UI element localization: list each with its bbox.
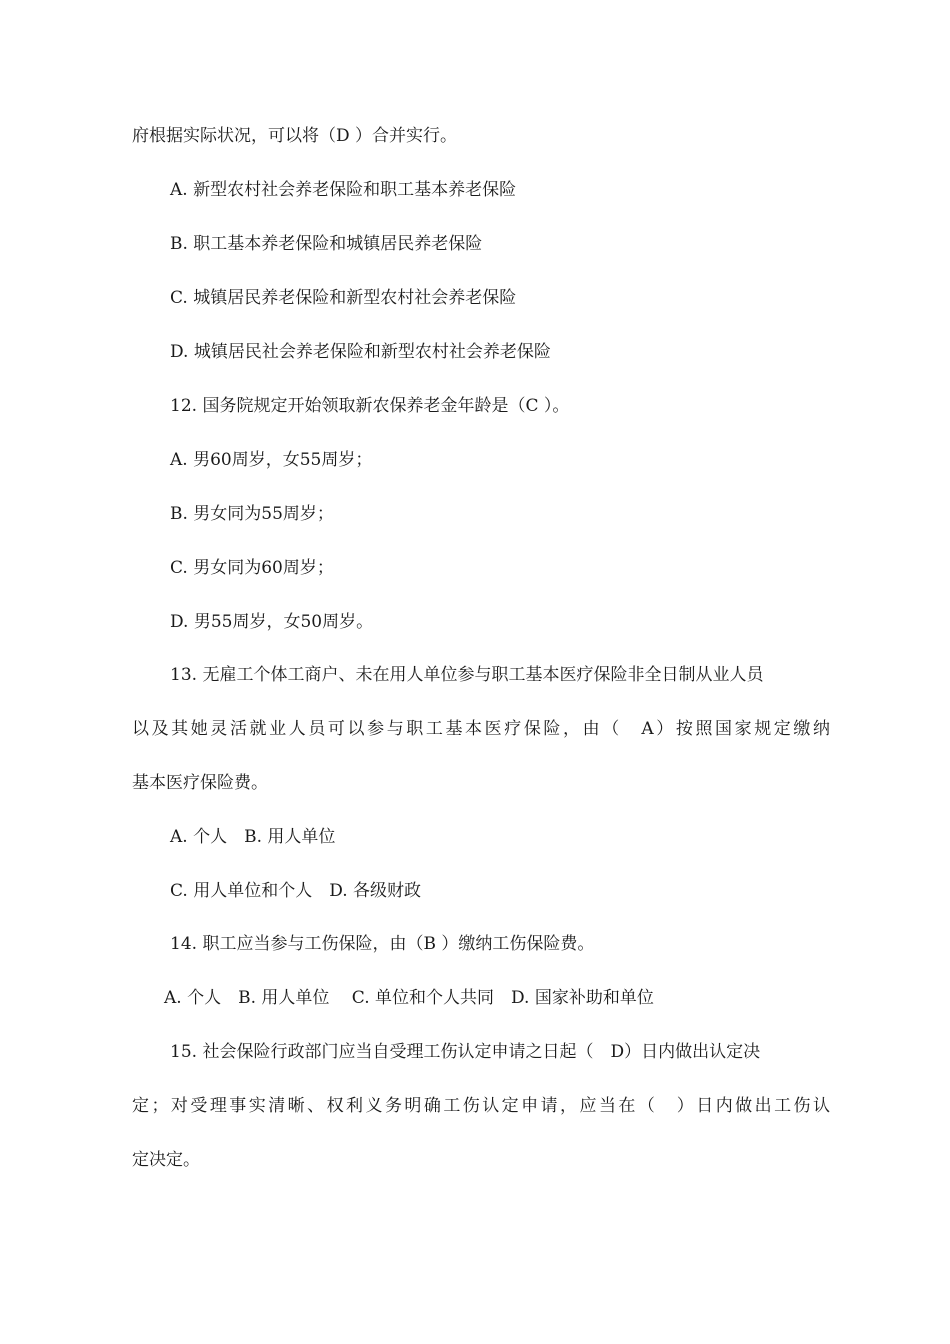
question-13-line-3: 基本医疗保险费。	[132, 773, 268, 793]
option-b: B. 男女同为55周岁；	[170, 504, 334, 524]
question-13-line-1: 13. 无雇工个体工商户、未在用人单位参与职工基本医疗保险非全日制从业人员	[170, 665, 764, 685]
option-d: D. 男55周岁，女50周岁。	[170, 612, 374, 632]
question-14: 14. 职工应当参与工伤保险，由（B ）缴纳工伤保险费。	[170, 934, 595, 954]
option-d: D. 城镇居民社会养老保险和新型农村社会养老保险	[170, 342, 551, 362]
option-c: C. 男女同为60周岁；	[170, 558, 334, 578]
question-15-line-1: 15. 社会保险行政部门应当自受理工伤认定申请之日起（ D）日内做出认定决	[170, 1042, 761, 1062]
options-abcd: A. 个人 B. 用人单位 C. 单位和个人共同 D. 国家补助和单位	[164, 988, 654, 1008]
option-a: A. 男60周岁，女55周岁；	[170, 450, 373, 470]
option-a: A. 新型农村社会养老保险和职工基本养老保险	[170, 180, 517, 200]
option-b: B. 职工基本养老保险和城镇居民养老保险	[170, 234, 483, 254]
paragraph-line: 府根据实际状况，可以将（D ）合并实行。	[132, 126, 458, 146]
question-12: 12. 国务院规定开始领取新农保养老金年龄是（C ）。	[170, 396, 570, 416]
options-ab: A. 个人 B. 用人单位	[170, 827, 336, 847]
question-15-line-2: 定；对受理事实清晰、权利义务明确工伤认定申请，应当在（ ）日内做出工伤认	[132, 1096, 830, 1116]
option-c: C. 城镇居民养老保险和新型农村社会养老保险	[170, 288, 517, 308]
question-13-line-2: 以及其她灵活就业人员可以参与职工基本医疗保险，由（ A）按照国家规定缴纳	[132, 719, 830, 739]
question-15-line-3: 定决定。	[132, 1150, 200, 1170]
options-cd: C. 用人单位和个人 D. 各级财政	[170, 881, 422, 901]
